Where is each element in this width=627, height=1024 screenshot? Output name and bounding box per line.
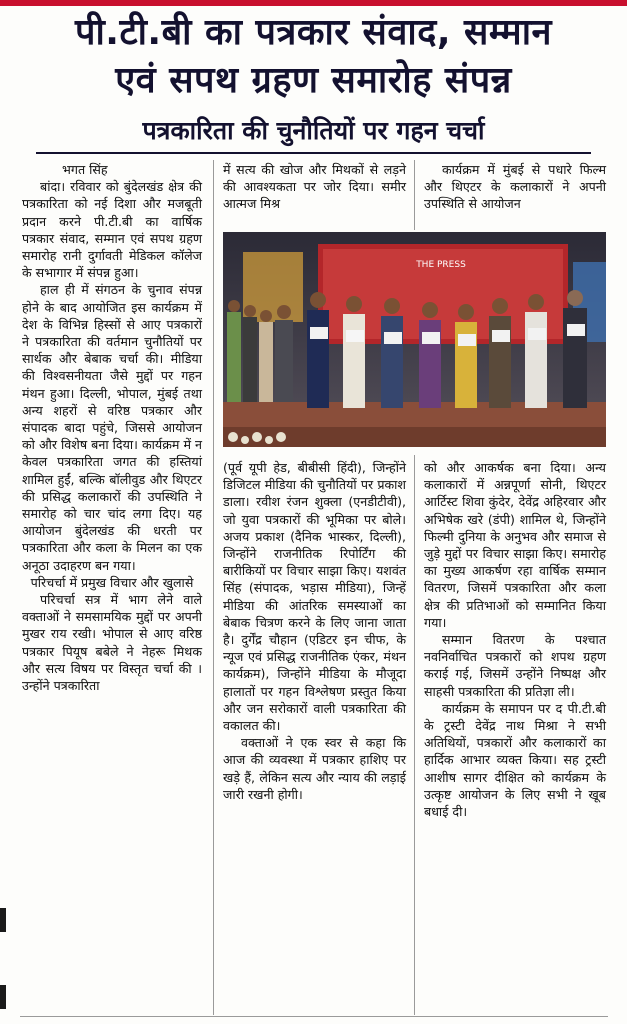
column-3-bottom <box>424 459 606 820</box>
bottom-rule <box>20 1016 608 1017</box>
column-3-top <box>424 161 606 213</box>
column-divider <box>213 160 214 1015</box>
section-subhead: परिचर्चा में प्रमुख विचार और खुलासे <box>30 574 194 590</box>
byline: भगत सिंह <box>62 162 108 177</box>
column-divider <box>414 160 415 230</box>
column-divider <box>414 455 415 1015</box>
paragraph: बांदा। रविवार को बुंदेलखंड क्षेत्र की पत्रकारिता को नई दिशा और मजबूती प्रदान करने पी.टी.बी का वार्षिक पत्रकार संवाद, सम्मान एवं सपथ ग्रहण समारोह रानी दुर्गावती मेडिकल कॉलेज के सभागार में संपन्न हुआ। <box>22 179 202 281</box>
subheadline-rule <box>36 152 591 154</box>
paragraph: कार्यक्रम के समापन पर द पी.टी.बी के ट्रस्टी देवेंद्र नाथ मिश्रा ने सभी अतिथियों, पत्रकारों और कलाकारों का हार्दिक आभार व्यक्त किया। सह ट्रस्टी आशीष सागर दीक्षित को कार्यक्रम के उत्कृष्ट आयोजन के लिए सभी ने खूब बधाई दी। <box>424 700 606 820</box>
paragraph: परिचर्चा सत्र में भाग लेने वाले वक्ताओं ने समसामयिक मुद्दों पर अपनी मुखर राय रखी। भोपाल से आए वरिष्ठ पत्रकार पियूष बबेले ने नेहरू मिथक और सत्य विषय पर विस्तृत चर्चा की । उन्होंने पत्रकारिता <box>22 592 202 694</box>
paragraph: में सत्य की खोज और मिथकों से लड़ने की आवश्यकता पर जोर दिया। समीर आत्मज मिश्र <box>223 162 406 212</box>
headline-line-2: एवं सपथ ग्रहण समारोह संपन्न <box>115 60 512 101</box>
banner-text: THE PRESS <box>416 260 466 270</box>
column-2-top <box>223 161 406 213</box>
paragraph: हाल ही में संगठन के चुनाव संपन्न होने के बाद आयोजित इस कार्यक्रम में देश के विभिन्न हिस्सों से आए पत्रकारों ने पत्रकारिता की वर्तमान चुनौतियों पर सार्थक और बेबाक चर्चा की। मीडिया की विश्वसनीयता जैसे मुद्दों पर गहन मंथन हुआ। दिल्ली, भोपाल, मुंबई तथा अन्य शहरों से वरिष्ठ पत्रकार और संपादक बादा पहुंचे, जिससे आयोजन को और विशेष बना दिया। कार्यक्रम में न केवल पत्रकारिता जगत की हस्तियां शामिल हुईं, बल्कि बॉलीवुड और थिएटर की प्रसिद्ध कलाकारों की उपस्थिति ने समारोह को चार चांद लगा दिए। यह आयोजन बुंदेलखंड की धरती पर पत्रकारिता और कला के मिलन का एक अनूठा उदाहरण बन गया। <box>22 282 202 573</box>
column-2-bottom <box>223 459 406 803</box>
top-accent-bar <box>0 0 627 6</box>
column-1 <box>22 161 202 694</box>
margin-mark <box>0 985 6 1009</box>
event-photo <box>223 232 606 447</box>
paragraph: को और आकर्षक बना दिया। अन्य कलाकारों में अन्नपूर्णा सोनी, थिएटर आर्टिस्ट शिवा कुंदेर, देवेंद्र अहिरवार और अभिषेक खरे (डंपी) शामिल थे, जिन्होंने फिल्मी दुनिया के अनुभव और समाज से जुड़े मुद्दों पर विचार साझा किए। समारोह का मुख्य आकर्षण रहा वार्षिक सम्मान वितरण, जिसमें पत्रकारिता और कला क्षेत्र की प्रतिभाओं को सम्मानित किया गया। <box>424 460 606 630</box>
headline-line-1: पी.टी.बी का पत्रकार संवाद, सम्मान <box>75 12 552 53</box>
paragraph: (पूर्व यूपी हेड, बीबीसी हिंदी), जिन्होंने डिजिटल मीडिया की चुनौतियों पर प्रकाश डाला। रवीश रंजन शुक्ला (एनडीटीवी), जो युवा पत्रकारों की भूमिका पर बोले। अजय प्रकाश (दैनिक भास्कर, दिल्ली), जिन्होंने राजनीतिक रिपोर्टिंग की बारीकियों पर विचार साझा किए। यशवंत सिंह (संपादक, भड़ास मीडिया), जिन्हें मीडिया की आंतरिक समस्याओं का बेबाक चित्रण करने के लिए जाना जाता है। दुर्गेंद्र चौहान (एडिटर इन चीफ, के न्यूज एवं प्रसिद्ध राजनीतिक एंकर, मंथन कार्यक्रम), जिन्होंने मीडिया के मौजूदा हालातों पर गहन विश्लेषण प्रस्तुत किया और जन सरोकारों वाली पत्रकारिता की वकालत की। <box>223 460 406 734</box>
paragraph: वक्ताओं ने एक स्वर से कहा कि आज की व्यवस्था में पत्रकार हाशिए पर खड़े हैं, लेकिन सत्य और न्याय की लड़ाई जारी रखनी होगी। <box>223 735 406 802</box>
paragraph: कार्यक्रम में मुंबई से पधारे फिल्म और थिएटर के कलाकारों ने अपनी उपस्थिति से आयोजन <box>424 162 606 212</box>
paragraph: सम्मान वितरण के पश्चात नवनिर्वाचित पत्रकारों को शपथ ग्रहण कराई गई, जिसमें उन्होंने निष्पक्ष और साहसी पत्रकारिता की प्रतिज्ञा ली। <box>424 632 606 699</box>
margin-mark <box>0 908 6 932</box>
subheadline: पत्रकारिता की चुनौतियों पर गहन चर्चा <box>142 116 485 145</box>
